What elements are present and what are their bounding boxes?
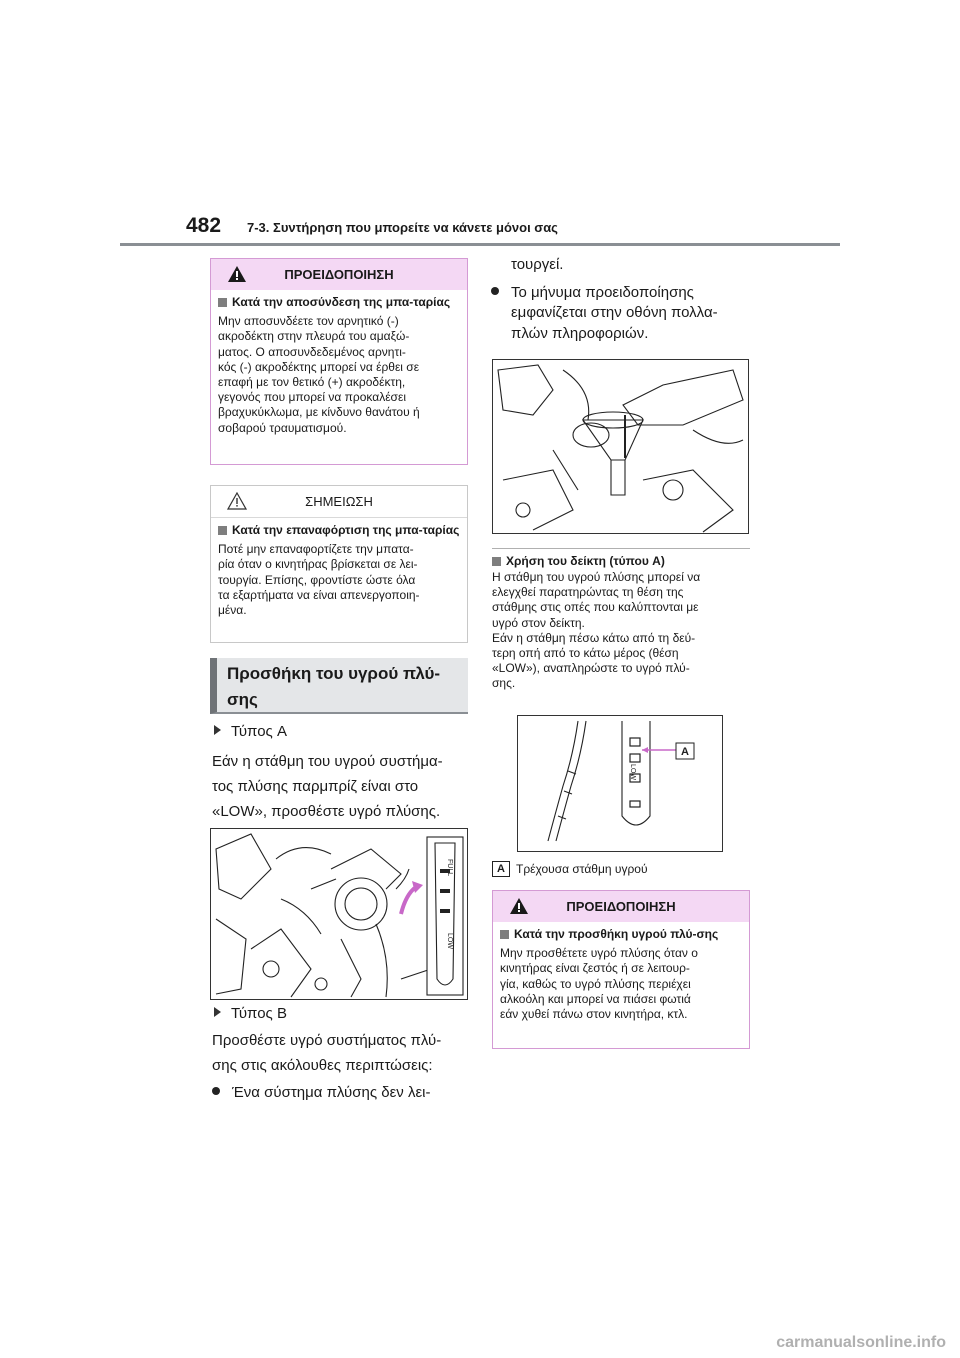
section-separator bbox=[492, 548, 750, 549]
page-number: 482 bbox=[186, 214, 222, 237]
square-bullet-icon bbox=[500, 930, 509, 939]
bullet-item-line: εμφανίζεται στην οθόνη πολλα- bbox=[511, 304, 718, 321]
triangle-bullet-icon bbox=[214, 1007, 221, 1017]
watermark: carmanualsonline.info bbox=[776, 1334, 946, 1351]
dipstick-label-full: FULL bbox=[446, 859, 453, 877]
triangle-bullet-icon bbox=[214, 725, 221, 735]
warning-subtitle: Κατά την προσθήκη υγρού πλύ-σης bbox=[500, 927, 742, 942]
gauge-tag-a: A bbox=[681, 746, 689, 758]
pouring-illustration bbox=[493, 360, 749, 534]
section-heading: Προσθήκη του υγρού πλύ- σης bbox=[210, 658, 468, 714]
note-title: ΣΗΜΕΙΩΣΗ bbox=[305, 494, 373, 509]
note-subtitle: Κατά την επαναφόρτιση της μπα-ταρίας bbox=[218, 523, 460, 538]
type-b-paragraph-line: Προσθέστε υγρό συστήματος πλύ- bbox=[212, 1032, 442, 1049]
note-text: Ποτέ μην επαναφορτίζετε την μπατα- ρία όταν ο κινητήρας βρίσκεται σε λει- τουργία. Επίσης, φροντίστε ώστε όλα τα εξαρτήματα να είναι απενεργοποιη- μένα. bbox=[218, 542, 420, 618]
round-bullet-icon bbox=[491, 287, 499, 295]
square-bullet-icon bbox=[218, 298, 227, 307]
bullet-continuation: τουργεί. bbox=[511, 256, 564, 273]
square-bullet-icon bbox=[492, 557, 501, 566]
warning-header bbox=[211, 259, 467, 290]
gauge-subtitle: Χρήση του δείκτη (τύπου A) bbox=[492, 554, 665, 568]
figure-level-gauge bbox=[517, 715, 723, 852]
warning-subtitle: Κατά την αποσύνδεση της μπα-ταρίας bbox=[218, 295, 460, 310]
bullet-item: Ένα σύστημα πλύσης δεν λει- bbox=[212, 1083, 430, 1103]
figure-washer-reservoir-type-a bbox=[210, 828, 468, 1000]
warning-text: Μην προσθέτετε υγρό πλύσης όταν ο κινητήρας είναι ζεστός ή σε λειτουρ- γία, καθώς το υγρό πλύσης περιέχει αλκοόλη και μπορεί να πιάσει φωτιά εάν χυθεί πάνω στον κινητήρα, κτλ. bbox=[500, 946, 698, 1022]
gauge-illustration bbox=[518, 716, 723, 852]
caption-tag: A bbox=[492, 861, 510, 877]
chapter-title: 7-3. Συντήρηση που μπορείτε να κάνετε μόνοι σας bbox=[247, 220, 558, 235]
note-header bbox=[211, 486, 467, 518]
figure-pouring-washer-fluid bbox=[492, 359, 749, 534]
type-a-heading: Τύπος A bbox=[214, 722, 287, 742]
type-a-paragraph-line: Εάν η στάθμη του υγρού συστήμα- bbox=[212, 753, 443, 770]
warning-title: ΠΡΟΕΙΔΟΠΟΙΗΣΗ bbox=[284, 267, 394, 282]
type-b-heading: Τύπος B bbox=[214, 1004, 287, 1024]
warning-header bbox=[493, 891, 749, 922]
warning-title: ΠΡΟΕΙΔΟΠΟΙΗΣΗ bbox=[566, 899, 676, 914]
note-box-battery-recharge bbox=[210, 485, 468, 643]
type-b-paragraph-line: σης στις ακόλουθες περιπτώσεις: bbox=[212, 1057, 433, 1074]
engine-bay-illustration bbox=[211, 829, 468, 1000]
warning-box-battery-disconnect bbox=[210, 258, 468, 465]
warning-box-adding-fluid bbox=[492, 890, 750, 1049]
dipstick-label-low: LOW bbox=[446, 933, 453, 949]
gauge-paragraph: Η στάθμη του υγρού πλύσης μπορεί να ελεγχθεί παρατηρώντας τη θέση της στάθμης στις οπές που καλύπτονται με υγρό στον δείκτη. Εάν η στάθμη πέσω κάτω από τη δεύ- τερη οπή από το κάτω μέρος (θέση «LOW»), αναπληρώστε το υγρό πλύ- σης. bbox=[492, 570, 701, 691]
square-bullet-icon bbox=[218, 526, 227, 535]
warning-triangle-icon bbox=[227, 265, 247, 283]
warning-triangle-icon bbox=[509, 897, 529, 915]
bullet-item-line: πλών πληροφοριών. bbox=[511, 325, 649, 342]
caution-triangle-icon bbox=[227, 492, 247, 510]
bullet-item: Το μήνυμα προειδοποίησης bbox=[491, 283, 694, 303]
gauge-label-low: LOW bbox=[629, 764, 636, 780]
round-bullet-icon bbox=[212, 1087, 220, 1095]
type-a-paragraph-line: τος πλύσης παρμπρίζ είναι στο bbox=[212, 778, 419, 795]
header-rule bbox=[120, 243, 840, 246]
figure-caption: A Τρέχουσα στάθμη υγρού bbox=[492, 861, 648, 877]
warning-text: Μην αποσυνδέετε τον αρνητικό (-) ακροδέκτη στην πλευρά του αμαξώ- ματος. Ο αποσυνδεδεμένος αρνητι- κός (-) ακροδέκτης μπορεί να έρθει σε επαφή με τον θετικό (+) ακροδέκτη, γεγονός που μπορεί να προκαλέσει βραχυκύκλωμα, με κίνδυνο θανάτου ή σοβαρού τραυματισμού. bbox=[218, 314, 420, 435]
type-a-paragraph-line: «LOW», προσθέστε υγρό πλύσης. bbox=[212, 803, 441, 820]
